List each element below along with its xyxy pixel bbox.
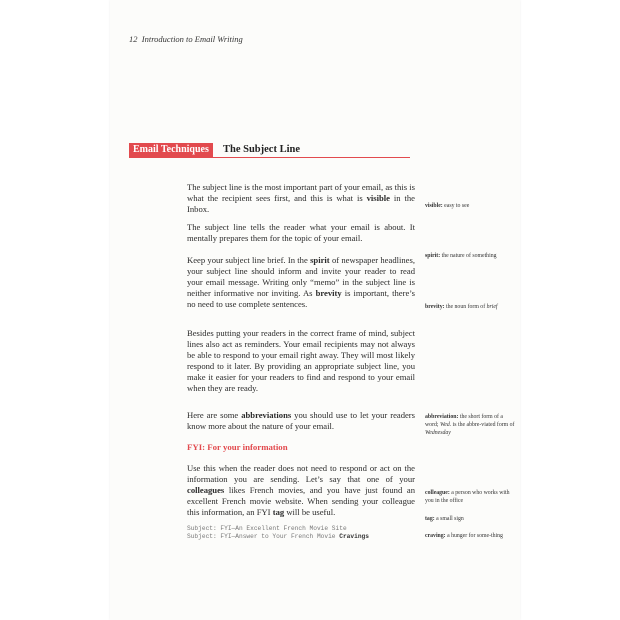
gloss-tag: tag: a small sign <box>425 516 464 522</box>
example-subject-2: Subject: FYI—Answer to Your French Movie Cravings <box>187 533 369 540</box>
term-cravings: Cravings <box>339 533 369 540</box>
paragraph-2: The subject line tells the reader what your email is about. It mentally prepares them for the topic of your email. <box>187 222 415 243</box>
section-tag: Email Techniques <box>129 143 213 157</box>
book-title: Introduction to Email Writing <box>141 34 243 44</box>
page-number: 12 <box>129 34 138 44</box>
gloss-colleague: colleague: a person who works with you in the office <box>425 490 510 504</box>
section-heading <box>129 143 410 159</box>
paragraph-1: The subject line is the most important part of your email, as this is what the recipient sees first, and this is what is visible in the Inbox. <box>187 182 415 214</box>
paragraph-3: Keep your subject line brief. In the spirit of newspaper headlines, your subject line should inform and invite your reader to read your email message. Writing only “memo” in the subject line is neither informative nor inviting. As brevity is important, there’s no need to use complete sentences. <box>187 255 416 309</box>
gloss-craving: craving: a hunger for some-thing <box>425 533 503 539</box>
gloss-visible: visible: easy to see <box>425 203 470 209</box>
term-abbreviations: abbreviations <box>241 410 292 420</box>
section-rule <box>129 157 410 158</box>
term-tag: tag <box>272 507 285 517</box>
term-brevity: brevity <box>315 288 342 298</box>
term-spirit: spirit <box>310 255 330 265</box>
example-subject-1: Subject: FYI—An Excellent French Movie Site <box>187 525 347 532</box>
term-colleagues: colleagues <box>187 485 225 495</box>
gloss-brevity: brevity: the noun form of brief <box>425 304 498 310</box>
paragraph-4: Besides putting your readers in the correct frame of mind, subject lines also act as reminders. Your email recipients may not always be able to respond to your email right away. They will most likely respond to it later. By providing an appropriate subject line, you make it easier for your readers to find and respond to your email when they are ready. <box>187 328 415 393</box>
gloss-spirit: spirit: the nature of something <box>425 253 497 259</box>
term-visible: visible <box>366 193 390 203</box>
gloss-abbreviation: abbreviation: the short form of a word; Wed. is the abbre-viated form of Wednesday <box>425 414 515 436</box>
running-header <box>129 34 243 44</box>
paragraph-5: Here are some abbreviations you should use to let your readers know more about the nature of your email. <box>187 410 416 431</box>
paragraph-6: Use this when the reader does not need to respond or act on the information you are sending. Let’s say that one of your colleagues likes French movies, and you have just found an excellent French movie website. When sending your colleague this information, an FYI tag will be useful. <box>187 463 415 517</box>
section-title: The Subject Line <box>223 144 301 155</box>
fyi-subheading: FYI: For your information <box>187 442 288 452</box>
